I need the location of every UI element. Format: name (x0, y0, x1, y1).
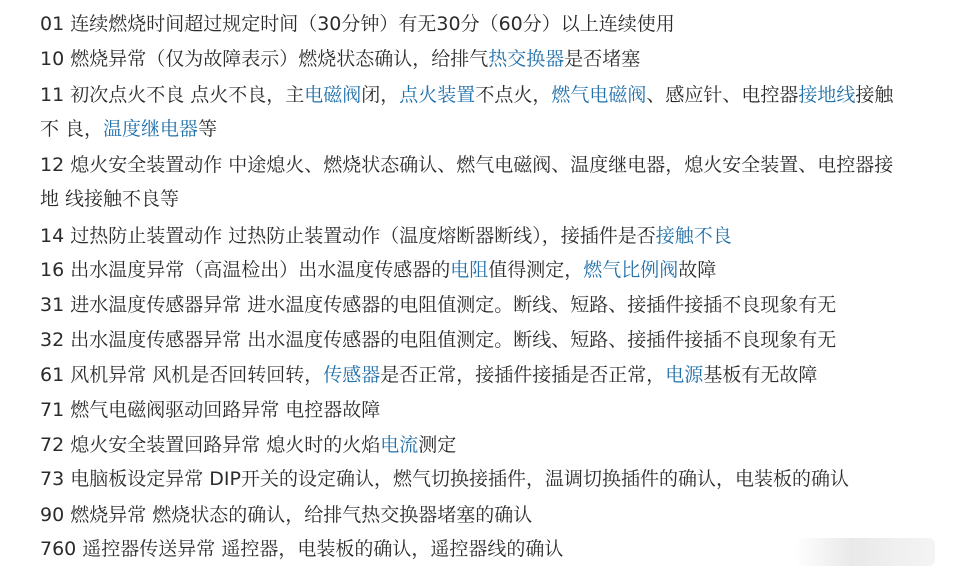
line-text: 31 进水温度传感器异常 进水温度传感器的电阻值测定。断线、短路、接插件接插不良现象有无 (40, 294, 837, 316)
line-text: 测定 (418, 434, 457, 456)
line-text: 闭， (361, 84, 400, 106)
doc-line (40, 224, 732, 248)
term-link[interactable]: 燃气比例阀 (583, 259, 679, 281)
doc-line (40, 398, 380, 422)
line-text: 接触 (855, 84, 894, 106)
term-link[interactable]: 电磁阀 (304, 84, 362, 106)
doc-line (40, 433, 456, 457)
doc-line (40, 537, 563, 561)
line-text: 故障 (678, 259, 717, 281)
line-text: 14 过热防止装置动作 过热防止装置动作（温度熔断器断线），接插件是否 (40, 225, 656, 247)
line-text: 32 出水温度传感器异常 出水温度传感器的电阻值测定。断线、短路、接插件接插不良现象有无 (40, 329, 837, 351)
line-text: 、感应针、电控器 (646, 84, 799, 106)
line-text: 值得测定， (488, 259, 584, 281)
watermark-logo (795, 538, 935, 566)
doc-line (40, 503, 532, 527)
line-text: 16 出水温度异常（高温检出）出水温度传感器的 (40, 259, 451, 281)
line-text: 760 遥控器传送异常 遥控器，电装板的确认，遥控器线的确认 (40, 538, 564, 560)
term-link[interactable]: 电阻 (450, 259, 489, 281)
doc-line (40, 467, 849, 491)
line-text: 71 燃气电磁阀驱动回路异常 电控器故障 (40, 399, 381, 421)
doc-line (40, 83, 893, 107)
doc-line (40, 117, 217, 141)
term-link[interactable]: 电源 (665, 364, 704, 386)
line-text: 不 良， (40, 118, 104, 140)
term-link[interactable]: 电流 (380, 434, 419, 456)
term-link[interactable]: 热交换器 (488, 48, 565, 70)
doc-line (40, 47, 640, 71)
doc-line (40, 363, 817, 387)
line-text: 73 电脑板设定异常 DIP开关的设定确认，燃气切换接插件，温调切换插件的确认，电装板的确认 (40, 468, 849, 490)
line-text: 10 燃烧异常（仅为故障表示）燃烧状态确认，给排气 (40, 48, 489, 70)
line-text: 地 线接触不良等 (40, 188, 180, 210)
line-text: 是否正常，接插件接插是否正常， (380, 364, 666, 386)
term-link[interactable]: 接触不良 (655, 225, 732, 247)
term-link[interactable]: 温度继电器 (103, 118, 199, 140)
doc-line (40, 187, 179, 211)
line-text: 61 风机异常 风机是否回转回转， (40, 364, 324, 386)
line-text: 等 (198, 118, 218, 140)
line-text: 是否堵塞 (564, 48, 641, 70)
line-text: 基板有无故障 (703, 364, 818, 386)
line-text: 12 熄火安全装置动作 中途熄火、燃烧状态确认、燃气电磁阀、温度继电器，熄火安全装置、电控器接 (40, 154, 894, 176)
term-link[interactable]: 传感器 (323, 364, 381, 386)
doc-line (40, 328, 836, 352)
term-link[interactable]: 燃气电磁阀 (551, 84, 647, 106)
doc-line (40, 12, 675, 36)
line-text: 11 初次点火不良 点火不良，主 (40, 84, 305, 106)
line-text: 不点火， (475, 84, 552, 106)
doc-line (40, 293, 836, 317)
line-text: 72 熄火安全装置回路异常 熄火时的火焰 (40, 434, 381, 456)
line-text: 01 连续燃烧时间超过规定时间（30分钟）有无30分（60分）以上连续使用 (40, 13, 675, 35)
doc-line (40, 153, 893, 177)
line-text: 90 燃烧异常 燃烧状态的确认，给排气热交换器堵塞的确认 (40, 504, 533, 526)
term-link[interactable]: 点火装置 (399, 84, 476, 106)
doc-line (40, 258, 716, 282)
term-link[interactable]: 接地线 (798, 84, 856, 106)
